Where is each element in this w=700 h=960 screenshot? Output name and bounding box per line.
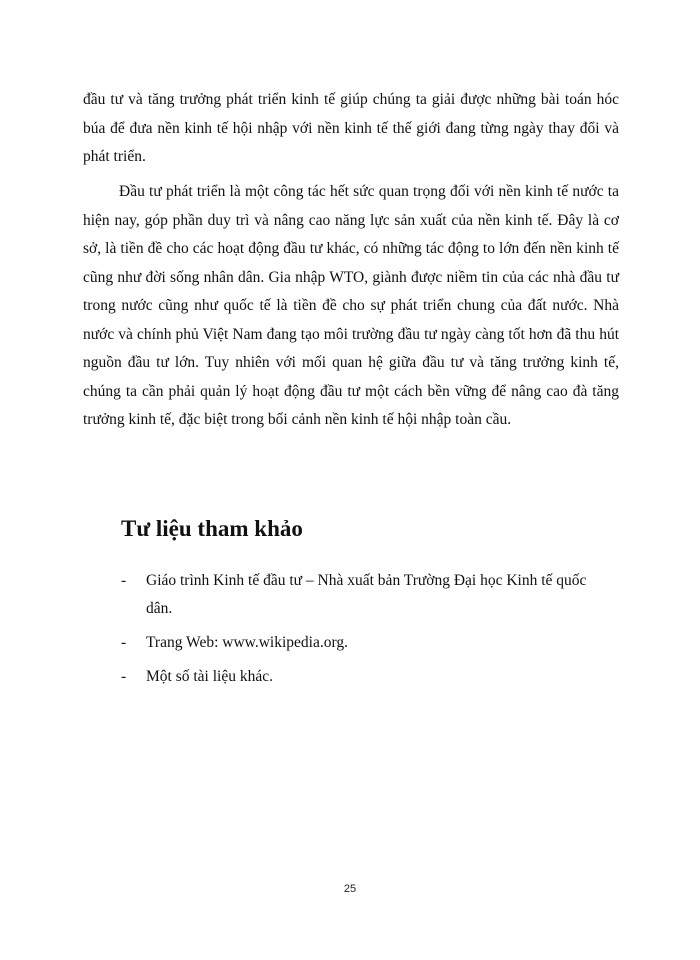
list-dash-marker: -	[121, 634, 127, 651]
reference-item-1	[121, 567, 601, 623]
references-heading: Tư liệu tham khảo	[121, 516, 303, 541]
reference-item-2	[121, 629, 601, 657]
reference-text-3: Một số tài liệu khác.	[146, 668, 273, 685]
reference-text-2: Trang Web: www.wikipedia.org.	[146, 634, 348, 651]
references-list	[121, 567, 601, 697]
list-dash-marker: -	[121, 572, 127, 589]
reference-item-3	[121, 663, 601, 691]
body-paragraph-1: đầu tư và tăng trưởng phát triển kinh tế giúp chúng ta giải được những bài toán hóc búa để đưa nền kinh tế hội nhập với nền kinh tế thế giới đang từng ngày thay đổi và phát triển.	[83, 91, 619, 165]
reference-text-1: Giáo trình Kinh tế đầu tư – Nhà xuất bản Trường Đại học Kinh tế quốc dân.	[146, 572, 587, 617]
list-dash-marker: -	[121, 668, 127, 685]
body-paragraph-2: Đầu tư phát triển là một công tác hết sức quan trọng đối với nền kinh tế nước ta hiện nay, góp phần duy trì và nâng cao năng lực sản xuất của nền kinh tế. Đây là cơ sở, là tiền đề cho các hoạt động đầu tư khác, có những tác động to lớn đến nền kinh tế cũng như đời sống nhân dân. Gia nhập WTO, giành được niềm tin của các nhà đầu tư trong nước cũng như quốc tế là tiền đề cho sự phát triển chung của đất nước. Nhà nước và chính phủ Việt Nam đang tạo môi trường đầu tư ngày càng tốt hơn đã thu hút nguồn đầu tư lớn. Tuy nhiên với mối quan hệ giữa đầu tư và tăng trưởng kinh tế, chúng ta cần phải quản lý hoạt động đầu tư một cách bền vững để nâng cao đà tăng trưởng kinh tế, đặc biệt trong bối cảnh nền kinh tế hội nhập toàn cầu.	[83, 183, 619, 428]
page-number: 25	[343, 883, 357, 895]
